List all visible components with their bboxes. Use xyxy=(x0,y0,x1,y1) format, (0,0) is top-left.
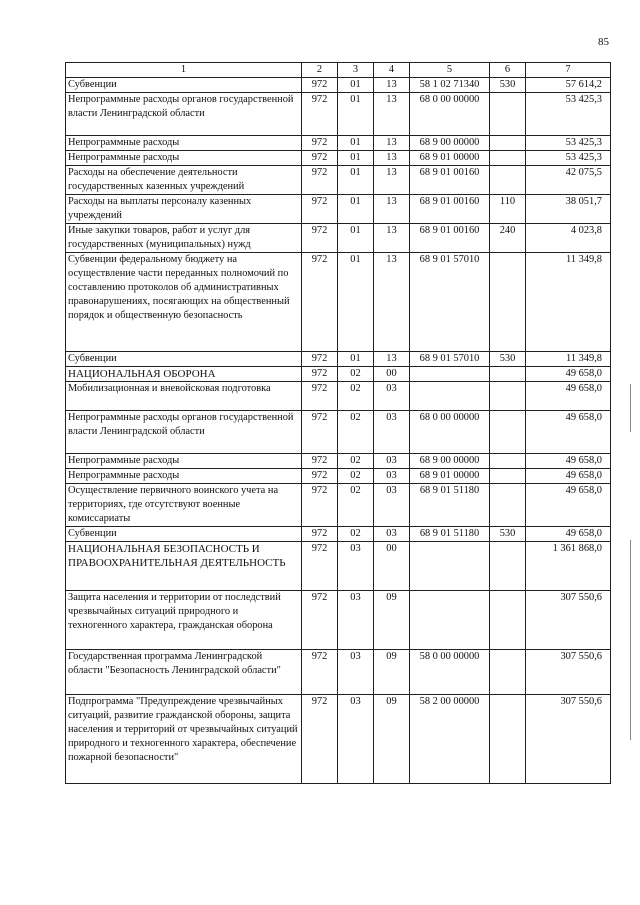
col-7-value: 38 051,7 xyxy=(526,195,611,224)
row-name: Непрограммные расходы xyxy=(66,151,302,166)
column-header: 5 xyxy=(410,63,490,78)
col-7-value: 307 550,6 xyxy=(526,695,611,784)
col-6-value xyxy=(490,136,526,151)
col-7-value: 11 349,8 xyxy=(526,352,611,367)
col-3-value: 01 xyxy=(338,78,374,93)
col-5-value: 68 0 00 00000 xyxy=(410,93,490,136)
row-name: Защита населения и территории от последствий чрезвычайных ситуаций природного и техногенного характера, гражданская оборона xyxy=(66,591,302,650)
col-4-value: 09 xyxy=(374,650,410,695)
col-6-value xyxy=(490,93,526,136)
col-6-value: 530 xyxy=(490,78,526,93)
col-3-value: 02 xyxy=(338,367,374,382)
col-5-value: 58 1 02 71340 xyxy=(410,78,490,93)
table-row xyxy=(66,484,611,527)
col-7-value: 49 658,0 xyxy=(526,454,611,469)
col-2-value: 972 xyxy=(302,166,338,195)
col-2-value: 972 xyxy=(302,151,338,166)
col-3-value: 03 xyxy=(338,542,374,591)
col-6-value xyxy=(490,454,526,469)
column-header: 1 xyxy=(66,63,302,78)
col-2-value: 972 xyxy=(302,527,338,542)
col-5-value: 68 9 00 00000 xyxy=(410,454,490,469)
col-4-value: 03 xyxy=(374,454,410,469)
col-4-value: 13 xyxy=(374,253,410,352)
table-row xyxy=(66,151,611,166)
col-4-value: 03 xyxy=(374,527,410,542)
table-row xyxy=(66,367,611,382)
col-2-value: 972 xyxy=(302,591,338,650)
col-3-value: 02 xyxy=(338,411,374,454)
col-6-value xyxy=(490,591,526,650)
col-5-value: 68 9 01 51180 xyxy=(410,527,490,542)
col-5-value: 68 9 01 00160 xyxy=(410,224,490,253)
col-3-value: 01 xyxy=(338,166,374,195)
table-header-row xyxy=(66,63,611,78)
col-6-value xyxy=(490,411,526,454)
col-7-value: 49 658,0 xyxy=(526,367,611,382)
col-6-value: 110 xyxy=(490,195,526,224)
col-7-value: 49 658,0 xyxy=(526,382,611,411)
col-2-value: 972 xyxy=(302,253,338,352)
row-name: Осуществление первичного воинского учета на территориях, где отсутствуют военные комиссариаты xyxy=(66,484,302,527)
col-2-value: 972 xyxy=(302,650,338,695)
row-name: Субвенции федеральному бюджету на осуществление части переданных полномочий по составлению протоколов об административных правонарушениях, посягающих на общественный порядок и общественную безопасность xyxy=(66,253,302,352)
col-6-value: 530 xyxy=(490,527,526,542)
page-number: 85 xyxy=(598,36,609,48)
col-5-value: 68 9 01 00000 xyxy=(410,469,490,484)
col-2-value: 972 xyxy=(302,367,338,382)
table-row xyxy=(66,224,611,253)
col-3-value: 01 xyxy=(338,151,374,166)
col-4-value: 09 xyxy=(374,695,410,784)
col-6-value xyxy=(490,253,526,352)
table-row xyxy=(66,253,611,352)
row-name: НАЦИОНАЛЬНАЯ БЕЗОПАСНОСТЬ И ПРАВООХРАНИТЕЛЬНАЯ ДЕЯТЕЛЬНОСТЬ xyxy=(66,542,302,591)
row-name: Расходы на выплаты персоналу казенных учреждений xyxy=(66,195,302,224)
col-6-value xyxy=(490,650,526,695)
col-3-value: 01 xyxy=(338,136,374,151)
row-name: Непрограммные расходы xyxy=(66,469,302,484)
table-row xyxy=(66,542,611,591)
col-7-value: 53 425,3 xyxy=(526,136,611,151)
col-7-value: 57 614,2 xyxy=(526,78,611,93)
col-7-value: 53 425,3 xyxy=(526,93,611,136)
col-6-value: 530 xyxy=(490,352,526,367)
col-7-value: 1 361 868,0 xyxy=(526,542,611,591)
col-4-value: 13 xyxy=(374,224,410,253)
col-2-value: 972 xyxy=(302,93,338,136)
budget-table xyxy=(65,62,611,784)
col-7-value: 307 550,6 xyxy=(526,591,611,650)
col-5-value xyxy=(410,591,490,650)
col-7-value: 49 658,0 xyxy=(526,484,611,527)
col-3-value: 03 xyxy=(338,591,374,650)
col-5-value: 68 9 01 00000 xyxy=(410,151,490,166)
row-name: Субвенции xyxy=(66,527,302,542)
col-7-value: 4 023,8 xyxy=(526,224,611,253)
col-6-value xyxy=(490,151,526,166)
col-2-value: 972 xyxy=(302,224,338,253)
table-row xyxy=(66,195,611,224)
col-3-value: 02 xyxy=(338,527,374,542)
col-6-value xyxy=(490,542,526,591)
col-4-value: 00 xyxy=(374,367,410,382)
row-name: Непрограммные расходы органов государственной власти Ленинградской области xyxy=(66,411,302,454)
col-7-value: 49 658,0 xyxy=(526,469,611,484)
col-6-value xyxy=(490,382,526,411)
column-header: 3 xyxy=(338,63,374,78)
column-header: 7 xyxy=(526,63,611,78)
row-name: Иные закупки товаров, работ и услуг для государственных (муниципальных) нужд xyxy=(66,224,302,253)
col-5-value: 68 9 01 00160 xyxy=(410,195,490,224)
col-4-value: 13 xyxy=(374,136,410,151)
table-row xyxy=(66,93,611,136)
col-4-value: 13 xyxy=(374,166,410,195)
table-row xyxy=(66,650,611,695)
col-6-value xyxy=(490,166,526,195)
col-5-value: 68 9 01 51180 xyxy=(410,484,490,527)
col-2-value: 972 xyxy=(302,484,338,527)
row-name: Расходы на обеспечение деятельности государственных казенных учреждений xyxy=(66,166,302,195)
col-2-value: 972 xyxy=(302,454,338,469)
table-row xyxy=(66,591,611,650)
margin-mark xyxy=(630,384,631,432)
col-4-value: 03 xyxy=(374,484,410,527)
col-5-value: 58 0 00 00000 xyxy=(410,650,490,695)
col-2-value: 972 xyxy=(302,695,338,784)
column-header: 6 xyxy=(490,63,526,78)
table-row xyxy=(66,454,611,469)
col-6-value xyxy=(490,469,526,484)
col-2-value: 972 xyxy=(302,195,338,224)
col-3-value: 01 xyxy=(338,93,374,136)
col-2-value: 972 xyxy=(302,411,338,454)
col-3-value: 02 xyxy=(338,484,374,527)
table-row xyxy=(66,411,611,454)
col-5-value xyxy=(410,367,490,382)
table-row xyxy=(66,527,611,542)
col-3-value: 02 xyxy=(338,469,374,484)
col-4-value: 13 xyxy=(374,195,410,224)
col-5-value: 68 9 01 57010 xyxy=(410,352,490,367)
col-4-value: 03 xyxy=(374,469,410,484)
column-header: 4 xyxy=(374,63,410,78)
col-2-value: 972 xyxy=(302,352,338,367)
col-4-value: 09 xyxy=(374,591,410,650)
row-name: Субвенции xyxy=(66,352,302,367)
col-7-value: 49 658,0 xyxy=(526,527,611,542)
col-5-value: 68 9 00 00000 xyxy=(410,136,490,151)
table-row xyxy=(66,352,611,367)
col-4-value: 03 xyxy=(374,382,410,411)
col-5-value xyxy=(410,542,490,591)
col-3-value: 01 xyxy=(338,195,374,224)
table-row xyxy=(66,695,611,784)
col-6-value xyxy=(490,484,526,527)
row-name: Государственная программа Ленинградской области "Безопасность Ленинградской области" xyxy=(66,650,302,695)
col-3-value: 01 xyxy=(338,352,374,367)
row-name: Непрограммные расходы xyxy=(66,136,302,151)
col-7-value: 49 658,0 xyxy=(526,411,611,454)
table-row xyxy=(66,382,611,411)
col-6-value xyxy=(490,367,526,382)
table-row xyxy=(66,469,611,484)
row-name: Субвенции xyxy=(66,78,302,93)
col-7-value: 307 550,6 xyxy=(526,650,611,695)
col-5-value: 68 0 00 00000 xyxy=(410,411,490,454)
col-2-value: 972 xyxy=(302,469,338,484)
row-name: Непрограммные расходы органов государственной власти Ленинградской области xyxy=(66,93,302,136)
col-5-value: 58 2 00 00000 xyxy=(410,695,490,784)
row-name: Подпрограмма "Предупреждение чрезвычайных ситуаций, развитие гражданской обороны, защита населения и территорий от чрезвычайных ситуаций природного и техногенного характера, обеспечение пожарной безопасности" xyxy=(66,695,302,784)
col-6-value xyxy=(490,695,526,784)
margin-mark xyxy=(630,540,631,740)
col-3-value: 03 xyxy=(338,650,374,695)
col-5-value xyxy=(410,382,490,411)
col-5-value: 68 9 01 57010 xyxy=(410,253,490,352)
table-row xyxy=(66,136,611,151)
col-4-value: 13 xyxy=(374,78,410,93)
col-2-value: 972 xyxy=(302,382,338,411)
col-4-value: 03 xyxy=(374,411,410,454)
col-4-value: 13 xyxy=(374,151,410,166)
col-3-value: 02 xyxy=(338,454,374,469)
row-name: Непрограммные расходы xyxy=(66,454,302,469)
col-2-value: 972 xyxy=(302,542,338,591)
table-row xyxy=(66,78,611,93)
col-2-value: 972 xyxy=(302,136,338,151)
col-3-value: 01 xyxy=(338,253,374,352)
col-2-value: 972 xyxy=(302,78,338,93)
col-3-value: 01 xyxy=(338,224,374,253)
col-7-value: 53 425,3 xyxy=(526,151,611,166)
col-4-value: 00 xyxy=(374,542,410,591)
col-7-value: 42 075,5 xyxy=(526,166,611,195)
col-6-value: 240 xyxy=(490,224,526,253)
col-4-value: 13 xyxy=(374,352,410,367)
table-row xyxy=(66,166,611,195)
col-4-value: 13 xyxy=(374,93,410,136)
row-name: НАЦИОНАЛЬНАЯ ОБОРОНА xyxy=(66,367,302,382)
row-name: Мобилизационная и вневойсковая подготовка xyxy=(66,382,302,411)
col-7-value: 11 349,8 xyxy=(526,253,611,352)
col-5-value: 68 9 01 00160 xyxy=(410,166,490,195)
col-3-value: 03 xyxy=(338,695,374,784)
column-header: 2 xyxy=(302,63,338,78)
col-3-value: 02 xyxy=(338,382,374,411)
